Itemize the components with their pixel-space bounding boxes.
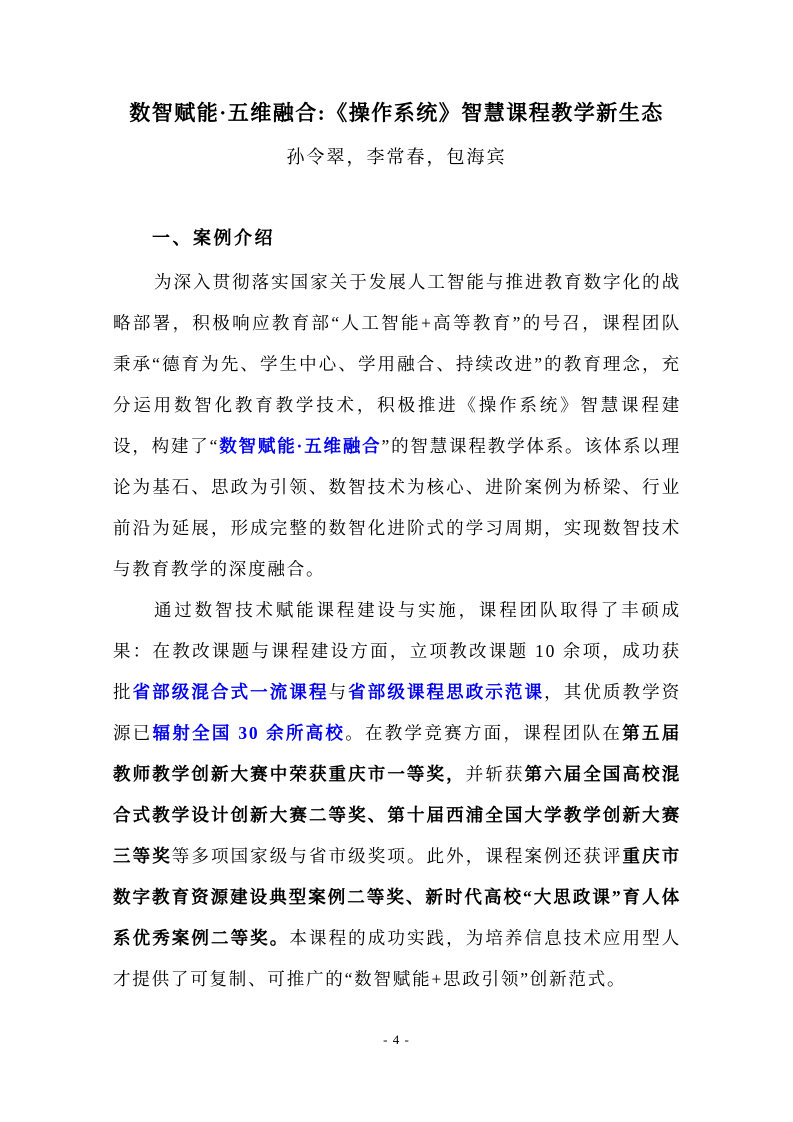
text-segment: 省部级课程思政示范课 <box>348 682 545 702</box>
text-segment: 等多项国家级与省市级奖项。此外，课程案例还获评 <box>171 846 623 866</box>
text-segment: ，其优质教学资源已 <box>113 682 681 743</box>
text-segment: 省部级混合式一流课程 <box>132 682 329 702</box>
text-segment: ”的智慧课程教学体系。该体系以理论为基石、思政为引领、数智技术为核心、进阶案例为桥梁、行业前沿为延展，形成完整的数智化进阶式的学习周期，实现数智技术与教育教学的深度融合。 <box>113 436 681 579</box>
document-title: 数智赋能·五维融合:《操作系统》智慧课程教学新生态 <box>129 101 664 125</box>
page-number: - 4 - <box>383 1032 410 1047</box>
section-heading: 一、案例介绍 <box>152 228 275 248</box>
text-segment: 第六届全国高校混合式教学设计创新大赛二等奖、第十届西浦全国大学教学创新大赛三等奖 <box>113 764 682 866</box>
text-segment: 本课程的成功实践，为培养信息技术应用型人才提供了可复制、可推广的“数智赋能+思政引领”创新范式。 <box>113 928 682 989</box>
text-segment: 并斩获 <box>465 764 525 784</box>
text-segment: 通过数智技术赋能课程建设与实施，课程团队取得了丰硕成果：在教改课题与课程建设方面，立项教改课题 10 余项，成功获批 <box>113 600 681 702</box>
text-segment: 重庆市数字教育资源建设典型案例二等奖、新时代高校“大思政课”育人体系优秀案例二等奖。 <box>113 846 681 948</box>
authors-line: 孙令翠，李常春，包海宾 <box>286 147 507 167</box>
text-segment: 。在教学竞赛方面，课程团队在 <box>345 723 623 743</box>
text-segment: 第五届教师教学创新大赛中荣获重庆市一等奖， <box>113 723 681 784</box>
text-segment: 数智赋能·五维融合 <box>219 436 382 456</box>
text-segment: 为深入贯彻落实国家关于发展人工智能与推进教育数字化的战略部署，积极响应教育部“人工智能+高等教育”的号召，课程团队秉承“德育为先、学生中心、学用融合、持续改进”的教育理念，充分运用数智化教育教学技术，积极推进《操作系统》智慧课程建设，构建了“ <box>113 272 681 456</box>
paragraph <box>113 262 681 590</box>
text-segment: 与 <box>328 682 349 702</box>
document-body <box>113 262 681 1000</box>
text-segment: 辐射全国 30 余所高校 <box>152 723 346 743</box>
paragraph <box>113 590 681 1000</box>
